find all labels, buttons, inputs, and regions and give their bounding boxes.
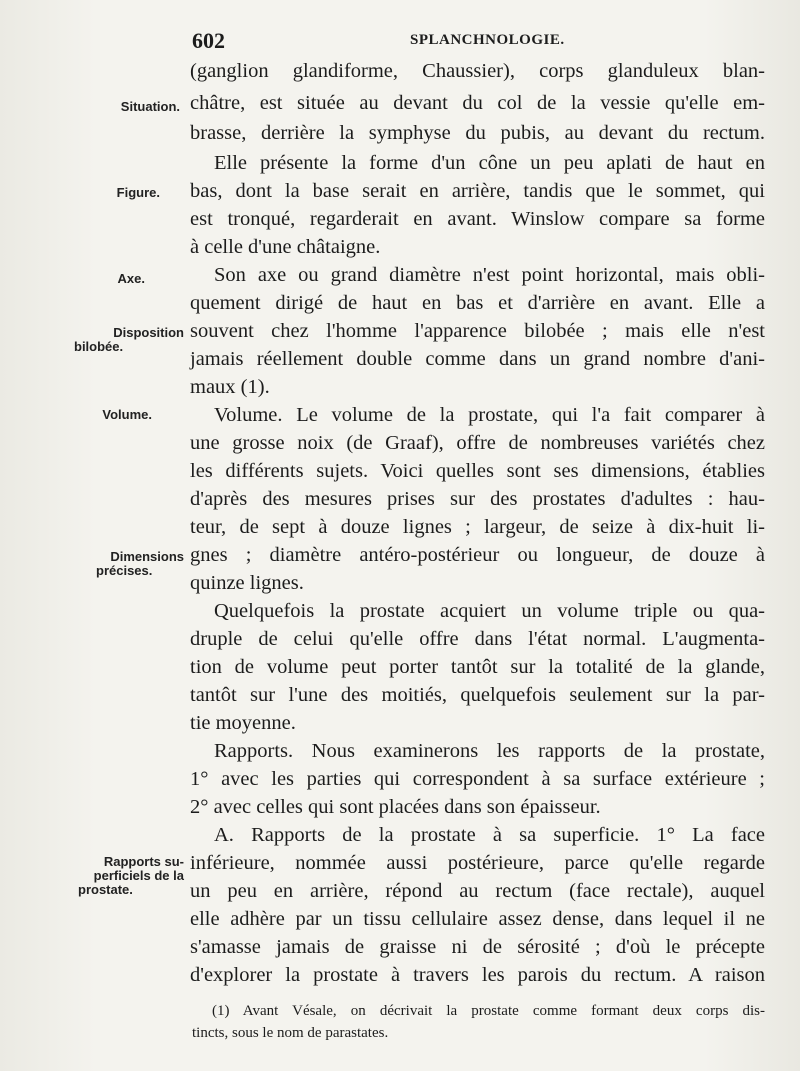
- text-line: bas, dont la base serait en arrière, tandis que le sommet, qui: [190, 180, 765, 202]
- text-line: Volume. Le volume de la prostate, qui l'a fait comparer à: [214, 404, 765, 426]
- margin-note-rapports: Rapports su- perficiels de la prostate.: [78, 854, 184, 897]
- text-line: 2° avec celles qui sont placées dans son épaisseur.: [190, 796, 601, 818]
- text-line: druple de celui qu'elle offre dans l'état normal. L'augmenta-: [190, 628, 765, 650]
- text-line: un peu en arrière, répond au rectum (face rectale), auquel: [190, 880, 765, 902]
- text-line: souvent chez l'homme l'apparence bilobée ; mais elle n'est: [190, 320, 765, 342]
- running-title: SPLANCHNOLOGIE.: [410, 32, 565, 48]
- text-line: elle adhère par un tissu cellulaire assez dense, dans lequel il ne: [190, 908, 765, 930]
- text-line: A. Rapports de la prostate à sa superficie. 1° La face: [214, 824, 765, 846]
- text-line: est tronqué, regarderait en avant. Winslow compare sa forme: [190, 208, 765, 230]
- text-line: brasse, derrière la symphyse du pubis, au devant du rectum.: [190, 122, 765, 144]
- footnote-line: tincts, sous le nom de parastates.: [192, 1025, 389, 1041]
- text-line: quinze lignes.: [190, 572, 304, 594]
- text-line: Quelquefois la prostate acquiert un volume triple ou qua-: [214, 600, 765, 622]
- text-line: tion de volume peut porter tantôt sur la totalité de la glande,: [190, 656, 765, 678]
- text-line: Son axe ou grand diamètre n'est point horizontal, mais obli-: [214, 264, 765, 286]
- text-line: tie moyenne.: [190, 712, 296, 734]
- text-line: Rapports. Nous examinerons les rapports de la prostate,: [214, 740, 765, 762]
- text-line: s'amasse jamais de graisse ni de sérosité ; d'où le précepte: [190, 936, 765, 958]
- margin-note-axe: Axe.: [117, 271, 145, 286]
- text-line: d'après des mesures prises sur des prostates d'adultes : hau-: [190, 488, 765, 510]
- footnote-line: (1) Avant Vésale, on décrivait la prostate comme formant deux corps dis-: [212, 1003, 765, 1019]
- page-header: [192, 28, 782, 58]
- text-line: châtre, est située au devant du col de la vessie qu'elle em-: [190, 92, 765, 114]
- text-line: (ganglion glandiforme, Chaussier), corps glanduleux blan-: [190, 60, 765, 82]
- text-line: teur, de sept à douze lignes ; largeur, de seize à dix-huit li-: [190, 516, 765, 538]
- margin-note-situation: Situation.: [120, 99, 180, 114]
- text-line: à celle d'une châtaigne.: [190, 236, 381, 258]
- text-line: jamais réellement double comme dans un grand nombre d'ani-: [190, 348, 765, 370]
- text-line: les différents sujets. Voici quelles sont ses dimensions, établies: [190, 460, 765, 482]
- page-number: 602: [192, 28, 225, 53]
- margin-note-volume: Volume.: [102, 407, 152, 422]
- text-line: inférieure, nommée aussi postérieure, parce qu'elle regarde: [190, 852, 765, 874]
- text-line: gnes ; diamètre antéro-postérieur ou longueur, de douze à: [190, 544, 765, 566]
- text-line: 1° avec les parties qui correspondent à sa surface extérieure ;: [190, 768, 765, 790]
- text-line: maux (1).: [190, 376, 270, 398]
- margin-note-figure: Figure.: [116, 185, 160, 200]
- text-line: d'explorer la prostate à travers les parois du rectum. A raison: [190, 964, 765, 986]
- text-line: Elle présente la forme d'un cône un peu aplati de haut en: [214, 152, 765, 174]
- text-line: tantôt sur l'une des moitiés, quelquefois seulement sur la par-: [190, 684, 765, 706]
- text-line: quement dirigé de haut en bas et d'arrière en avant. Elle a: [190, 292, 765, 314]
- margin-note-dimensions: Dimensions précises.: [96, 549, 184, 578]
- text-line: une grosse noix (de Graaf), offre de nombreuses variétés chez: [190, 432, 765, 454]
- margin-note-disposition: Disposition bilobée.: [74, 325, 184, 354]
